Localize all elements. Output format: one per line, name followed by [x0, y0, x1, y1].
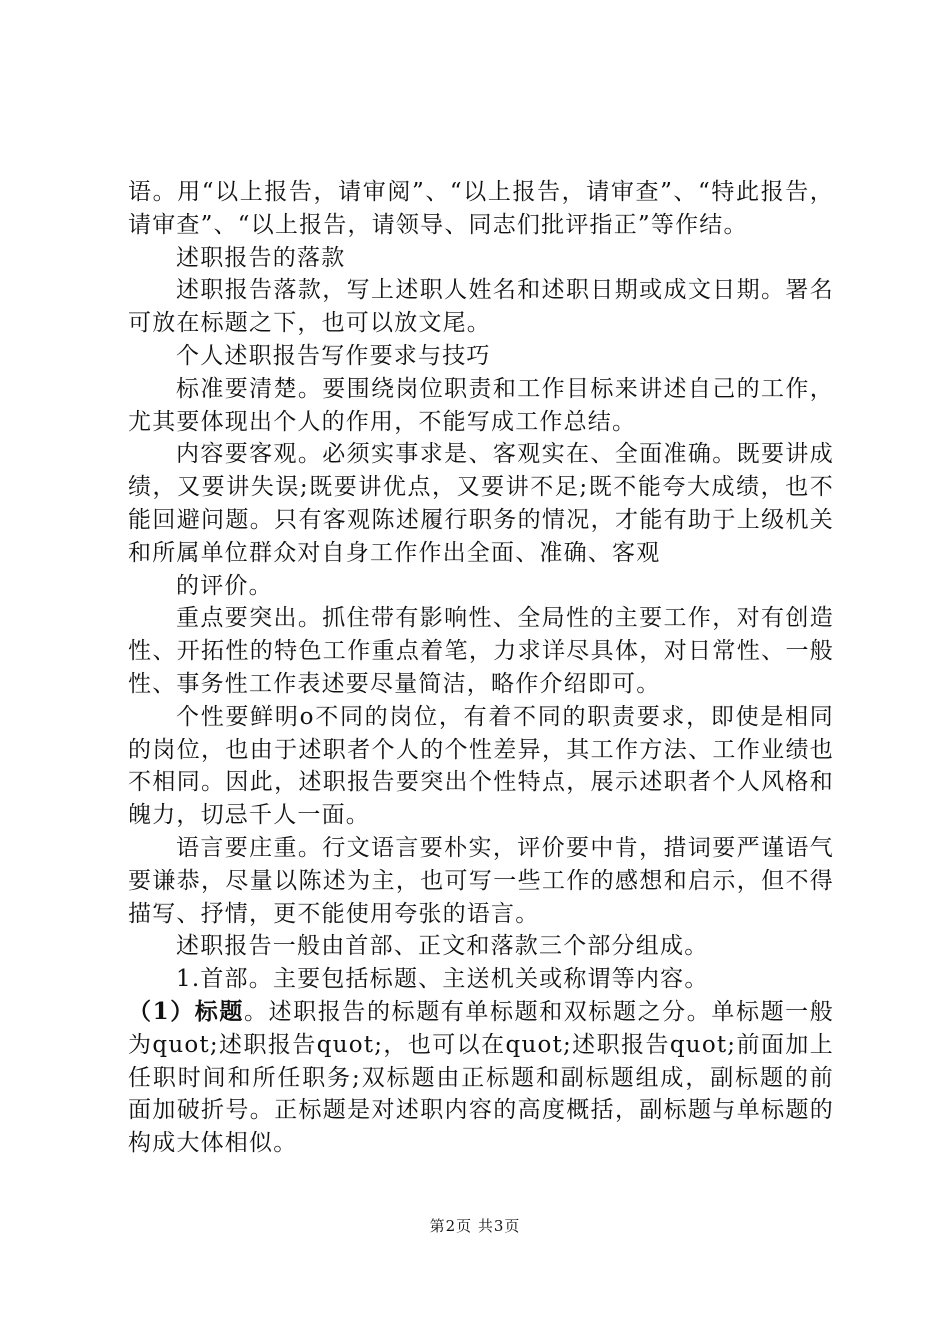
paragraph-header-part: 1.首部。主要包括标题、主送机关或称谓等内容。	[176, 966, 709, 993]
paragraph-language: 语言要庄重。行文语言要朴实，评价要中肯，措词要严谨语气要谦恭，尽量以陈述为主，也可写一些工作的感想和启示，但不得描写、抒情，更不能使用夸张的语言。	[128, 834, 834, 927]
page-footer: 第2页 共3页	[429, 1217, 521, 1235]
document-body	[128, 176, 834, 1160]
title-rules-label: （1）标题	[128, 997, 244, 1025]
section-heading-requirements: 个人述职报告写作要求与技巧	[176, 342, 491, 369]
paragraph-title-rules	[128, 996, 834, 1160]
paragraph-personality: 个性要鲜明o不同的岗位，有着不同的职责要求，即使是相同的岗位，也由于述职者个人的个性差异，其工作方法、工作业绩也不相同。因此，述职报告要突出个性特点，展示述职者个人风格和魄力，切忌千人一面。	[128, 703, 834, 829]
paragraph-standard: 标准要清楚。要围绕岗位职责和工作目标来讲述自己的工作，尤其要体现出个人的作用，不能写成工作总结。	[128, 375, 834, 435]
paragraph-signature: 述职报告落款，写上述职人姓名和述职日期或成文日期。署名可放在标题之下，也可以放文尾。	[128, 277, 834, 337]
title-rules-text: 。述职报告的标题有单标题和双标题之分。单标题一般为quot;述职报告quot;，也可以在quot;述职报告quot;前面加上任职时间和所任职务;双标题由正标题和副标题组成，副标题的前面加破折号。正标题是对述职内容的高度概括，副标题与单标题的构成大体相似。	[128, 998, 834, 1157]
paragraph-focus: 重点要突出。抓住带有影响性、全局性的主要工作，对有创造性、开拓性的特色工作重点着笔，力求详尽具体，对日常性、一般性、事务性工作表述要尽量简洁，略作介绍即可。	[128, 605, 834, 697]
paragraph-1: 语。用“以上报告，请审阅”、“以上报告，请审查”、“特此报告，请审查”、“以上报告，请领导、同志们批评指正”等作结。	[128, 179, 834, 238]
paragraph-content: 内容要客观。必须实事求是、客观实在、全面准确。既要讲成绩，又要讲失误;既要讲优点，又要讲不足;既不能夸大成绩，也不能回避问题。只有客观陈述履行职务的情况，才能有助于上级机关和所属单位群众对自身工作作出全面、准确、客观	[128, 441, 834, 566]
paragraph-evaluation: 的评价。	[176, 572, 273, 599]
paragraph-structure: 述职报告一般由首部、正文和落款三个部分组成。	[176, 933, 709, 960]
section-heading-signature: 述职报告的落款	[176, 244, 346, 271]
